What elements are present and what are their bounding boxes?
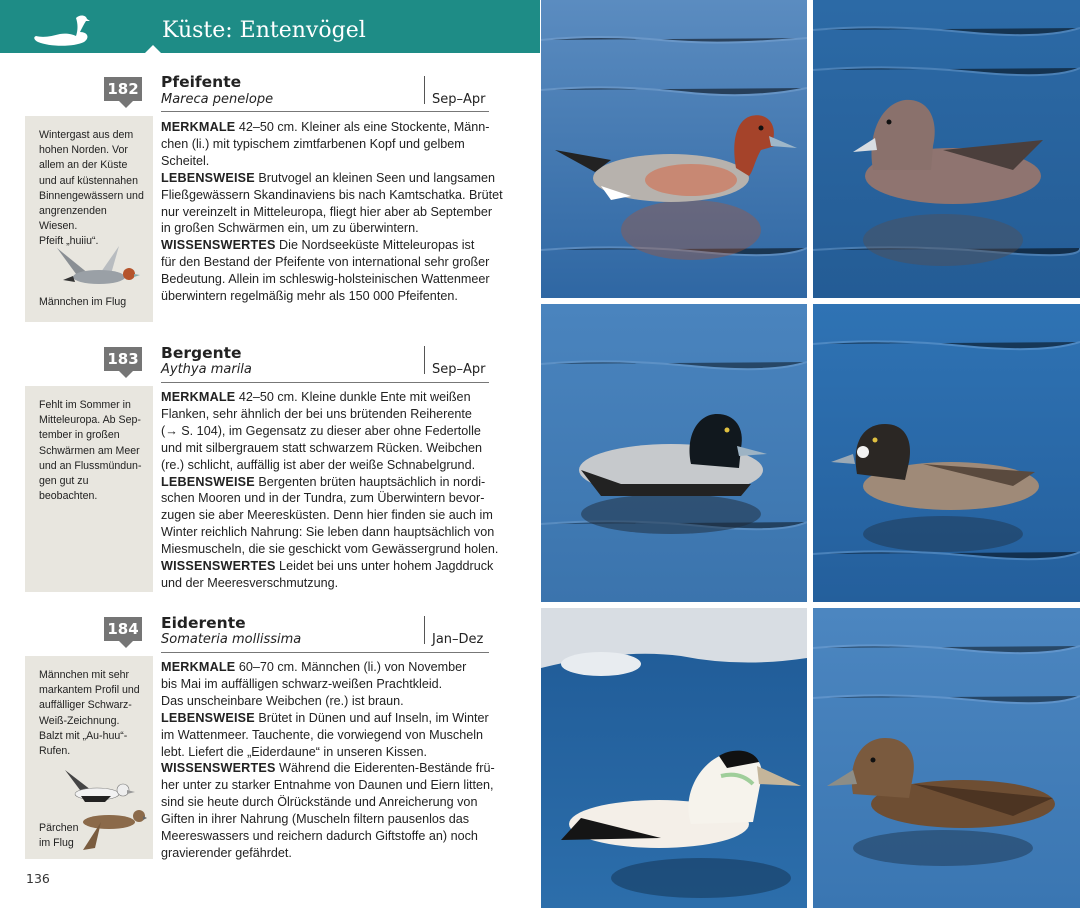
desc-line: bis Mai im auffälligen schwarz-weißen Prachtkleid. <box>161 676 443 691</box>
desc-line: Fließgewässern Skandinaviens bis nach Kamtschatka. Brütet <box>161 187 503 202</box>
caption-line: Pärchen <box>39 822 79 834</box>
desc-line: und mit silbergrauem statt schwarzem Rücken. Weibchen <box>161 440 483 455</box>
desc-line: überwintern regelmäßig mehr als 150 000 Pfeifenten. <box>161 289 458 304</box>
side-info-text <box>39 398 147 504</box>
side-line: markantem Profil und <box>39 684 140 697</box>
side-line: Balzt mit „Au-huu“- <box>39 729 128 742</box>
species-number: 182 <box>104 77 142 101</box>
desc-line: (→ S. 104), im Gegensatz zu dieser aber ohne Federtolle <box>161 423 481 438</box>
page-title: Küste: Entenvögel <box>162 18 366 43</box>
desc-line: schen Mooren und in der Tundra, zum Überwintern bevor- <box>161 491 485 506</box>
desc-line: Miesmuscheln, die sie geschickt vom Gewässergrund holen. <box>161 542 499 557</box>
species-description <box>161 119 506 305</box>
chapter-header <box>0 0 540 53</box>
species-number: 183 <box>104 347 142 371</box>
desc-line: Scheitel. <box>161 153 210 168</box>
desc-line: MERKMALE 60–70 cm. Männchen (li.) von November <box>161 660 467 674</box>
photo-eider-male <box>541 608 807 908</box>
desc-line: und der Meeresverschmutzung. <box>161 575 339 590</box>
photo-wigeon-female <box>813 0 1080 298</box>
species-name: Pfeifente <box>161 73 242 91</box>
desc-line: zugen sie aber Meeresküsten. Denn hier finden sie auch im <box>161 508 493 523</box>
desc-line: gravierender gefährdet. <box>161 845 292 860</box>
species-name: Bergente <box>161 344 242 362</box>
divider <box>424 346 425 374</box>
desc-line: lebt. Liefert die „Eiderdaune“ in unseren Kissen. <box>161 744 428 759</box>
divider <box>161 382 489 383</box>
illustration-caption <box>39 821 78 851</box>
season-label: Sep–Apr <box>432 362 486 377</box>
illustration-caption: Männchen im Flug <box>39 296 127 308</box>
desc-line: LEBENSWEISE Brutvogel an kleinen Seen und langsamen <box>161 170 496 185</box>
side-line: Fehlt im Sommer in <box>39 399 131 411</box>
desc-line: sind sie heute durch Ölrückstände und Anreicherung von <box>161 795 478 810</box>
desc-line: Bedeutung. Allein im schleswig-holsteinischen Wattenmeer <box>161 272 490 287</box>
divider <box>161 652 489 653</box>
side-line: angrenzenden Wiesen. <box>39 205 107 233</box>
side-line: allem an der Küste <box>39 159 128 172</box>
swan-icon <box>30 12 92 48</box>
side-line: und auf küstennahen <box>39 174 138 187</box>
divider <box>424 76 425 104</box>
species-latin-name: Aythya marila <box>161 362 252 377</box>
side-info-text <box>39 128 147 250</box>
side-line: Weiß-Zeichnung. <box>39 714 120 727</box>
species-name: Eiderente <box>161 614 246 632</box>
side-line: Mitteleuropa. Ab Sep- <box>39 414 141 427</box>
desc-line: her unter zu starker Entnahme von Daunen und Eiern litten, <box>161 778 494 793</box>
desc-line: WISSENSWERTES Während die Eiderenten-Bestände frü- <box>161 761 495 776</box>
desc-line: MERKMALE 42–50 cm. Kleiner als eine Stockente, Männ- <box>161 120 490 134</box>
desc-line: WISSENSWERTES Leidet bei uns unter hohem Jagddruck <box>161 559 494 574</box>
photo-eider-female <box>813 608 1080 908</box>
desc-line: Das unscheinbare Weibchen (re.) ist braun. <box>161 693 404 708</box>
side-line: Rufen. <box>39 745 71 758</box>
desc-line: für den Bestand der Pfeifente von international sehr großer <box>161 255 490 270</box>
photo-wigeon-male <box>541 0 807 298</box>
species-latin-name: Somateria mollissima <box>161 632 302 647</box>
side-info-text <box>39 668 147 759</box>
desc-line: chen (li.) mit typischem zimtfarbenen Kopf und gelbem <box>161 136 465 151</box>
side-line: Pfeift „huiiu“. <box>39 235 99 248</box>
desc-line: Giften in ihrer Nahrung (Muscheln filtern pausenlos das <box>161 812 470 827</box>
desc-line: Winter reichlich Nahrung: Sie leben dann hauptsächlich von <box>161 525 495 540</box>
flying-duck-illustration <box>49 244 141 290</box>
species-number: 184 <box>104 617 142 641</box>
side-line: hohen Norden. Vor <box>39 144 128 157</box>
species-latin-name: Mareca penelope <box>161 92 274 107</box>
caption-line: im Flug <box>39 837 74 849</box>
side-line: auffälliger Schwarz- <box>39 699 132 712</box>
species-description <box>161 659 506 862</box>
side-info-box <box>25 116 153 322</box>
side-line: gen gut zu beobachten. <box>39 475 98 503</box>
desc-line: LEBENSWEISE Brütet in Dünen und auf Inseln, im Winter <box>161 710 489 725</box>
desc-line: WISSENSWERTES Die Nordseeküste Mitteleuropas ist <box>161 238 475 253</box>
season-label: Jan–Dez <box>432 632 484 647</box>
desc-line: im Wattenmeer. Tauchente, die vorwiegend von Muscheln <box>161 727 484 742</box>
desc-line: LEBENSWEISE Bergenten brüten hauptsächlich in nordi- <box>161 474 486 489</box>
side-line: Männchen mit sehr <box>39 669 130 681</box>
header-notch <box>145 45 161 53</box>
side-info-box <box>25 656 153 859</box>
divider <box>161 111 489 112</box>
desc-line: Meereswassers und reichern dadurch Giftstoffe an) noch <box>161 829 478 844</box>
side-info-box <box>25 386 153 592</box>
side-line: Binnengewässern und <box>39 189 144 202</box>
desc-line: in großen Schwärmen ein, um zu überwintern. <box>161 221 419 236</box>
species-description <box>161 389 506 592</box>
desc-line: Flanken, sehr ähnlich der bei uns brütenden Reiherente <box>161 406 472 421</box>
photo-scaup-female <box>813 304 1080 602</box>
season-label: Sep–Apr <box>432 92 486 107</box>
side-line: und an Flussmündun- <box>39 459 142 472</box>
desc-line: MERKMALE 42–50 cm. Kleine dunkle Ente mit weißen <box>161 390 471 404</box>
side-line: tember in großen <box>39 429 120 442</box>
photo-scaup-male <box>541 304 807 602</box>
page-number: 136 <box>26 871 50 886</box>
side-line: Schwärmen am Meer <box>39 444 140 457</box>
desc-line: (re.) schlicht, auffällig ist aber der weiße Schnabelgrund. <box>161 457 476 472</box>
desc-line: nur vereinzelt in Mitteleuropa, fliegt hier aber ab September <box>161 204 493 219</box>
side-line: Wintergast aus dem <box>39 129 134 141</box>
divider <box>424 616 425 644</box>
